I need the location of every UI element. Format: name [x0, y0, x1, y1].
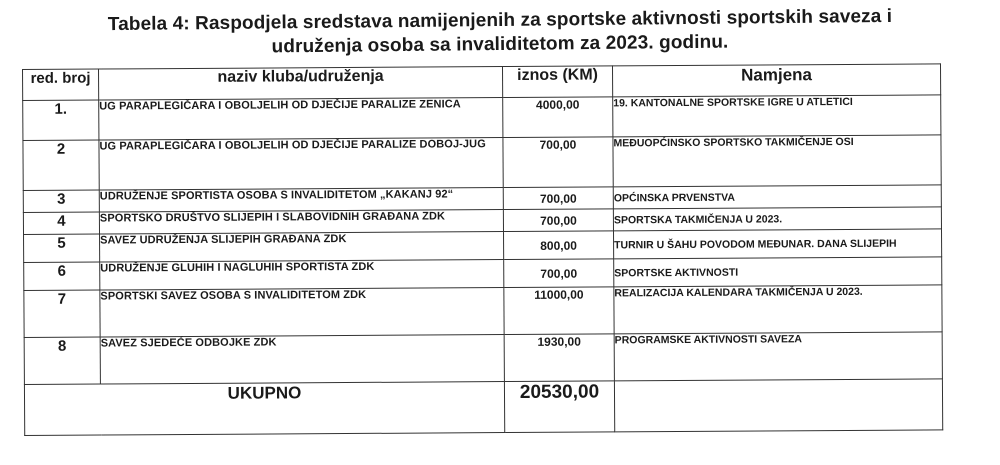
- allocation-table: [22, 63, 943, 436]
- table-row: [24, 285, 942, 338]
- total-label: UKUPNO: [24, 382, 504, 436]
- row-name: UDRUŽENJE GLUHIH I NAGLUHIH SPORTISTA ZDK: [100, 260, 504, 290]
- row-num: 3: [23, 190, 99, 212]
- row-purpose: SPORTSKE AKTIVNOSTI: [614, 257, 942, 287]
- table-row: [23, 95, 941, 141]
- row-num: 2: [23, 140, 99, 190]
- row-name: SPORTSKO DRUŠTVO SLIJEPIH I SLABOVIDNIH GRAĐANA ZDK: [99, 210, 503, 234]
- row-amount: 11000,00: [504, 287, 614, 335]
- row-num: 5: [24, 234, 100, 262]
- row-num: 4: [23, 212, 99, 234]
- header-num: red. broj: [23, 69, 99, 100]
- row-amount: 700,00: [503, 187, 613, 210]
- row-amount: 700,00: [504, 259, 614, 288]
- row-num: 6: [24, 262, 100, 290]
- table-title-line-2: udruženja osoba sa invaliditetom za 2023. godinu.: [271, 31, 729, 58]
- row-num: 8: [24, 337, 100, 384]
- row-name: SAVEZ SJEDEĆE ODBOJKE ZDK: [100, 335, 504, 384]
- table-title-line-1: Tabela 4: Raspodjela sredstava namijenjenih za sportske aktivnosti sportskih saveza i: [107, 5, 893, 36]
- row-purpose: TURNIR U ŠAHU POVODOM MEĐUNAR. DANA SLIJEPIH: [613, 229, 941, 259]
- row-amount: 700,00: [503, 137, 613, 188]
- row-purpose: PROGRAMSKE AKTIVNOSTI SAVEZA: [614, 332, 942, 381]
- header-amount: iznos (KM): [502, 66, 612, 98]
- total-row: [24, 379, 942, 436]
- row-purpose: MEĐUOPĆINSKO SPORTSKO TAKMIČENJE OSI: [613, 135, 941, 187]
- total-value: 20530,00: [504, 381, 614, 433]
- row-num: 7: [24, 290, 100, 337]
- header-name: naziv kluba/udruženja: [99, 67, 503, 100]
- row-name: UG PARAPLEGIČARA I OBOLJELIH OD DJEČIJE PARALIZE DOBOJ-JUG: [99, 138, 503, 190]
- row-amount: 700,00: [503, 209, 613, 232]
- row-purpose: REALIZACIJA KALENDARA TAKMIČENJA U 2023.: [614, 285, 942, 334]
- total-purpose-empty: [614, 379, 942, 432]
- row-amount: 4000,00: [503, 97, 613, 138]
- row-name: UG PARAPLEGIČARA I OBOLJELIH OD DJEČIJE PARALIZE ZENICA: [99, 98, 503, 140]
- row-amount: 800,00: [504, 231, 614, 260]
- row-name: SAVEZ UDRUŽENJA SLIJEPIH GRAĐANA ZDK: [100, 232, 504, 262]
- table-row: [24, 332, 942, 385]
- row-num: 1.: [23, 100, 99, 140]
- table-row: [23, 135, 941, 191]
- row-name: UDRUŽENJE SPORTISTA OSOBA S INVALIDITETOM „KAKANJ 92“: [99, 188, 503, 212]
- row-purpose: SPORTSKA TAKMIČENJA U 2023.: [613, 207, 941, 231]
- row-amount: 1930,00: [504, 334, 614, 382]
- row-purpose: OPĆINSKA PRVENSTVA: [613, 185, 941, 209]
- header-purpose: Namjena: [612, 64, 940, 97]
- row-name: SPORTSKI SAVEZ OSOBA S INVALIDITETOM ZDK: [100, 288, 504, 337]
- row-purpose: 19. KANTONALNE SPORTSKE IGRE U ATLETICI: [613, 95, 941, 137]
